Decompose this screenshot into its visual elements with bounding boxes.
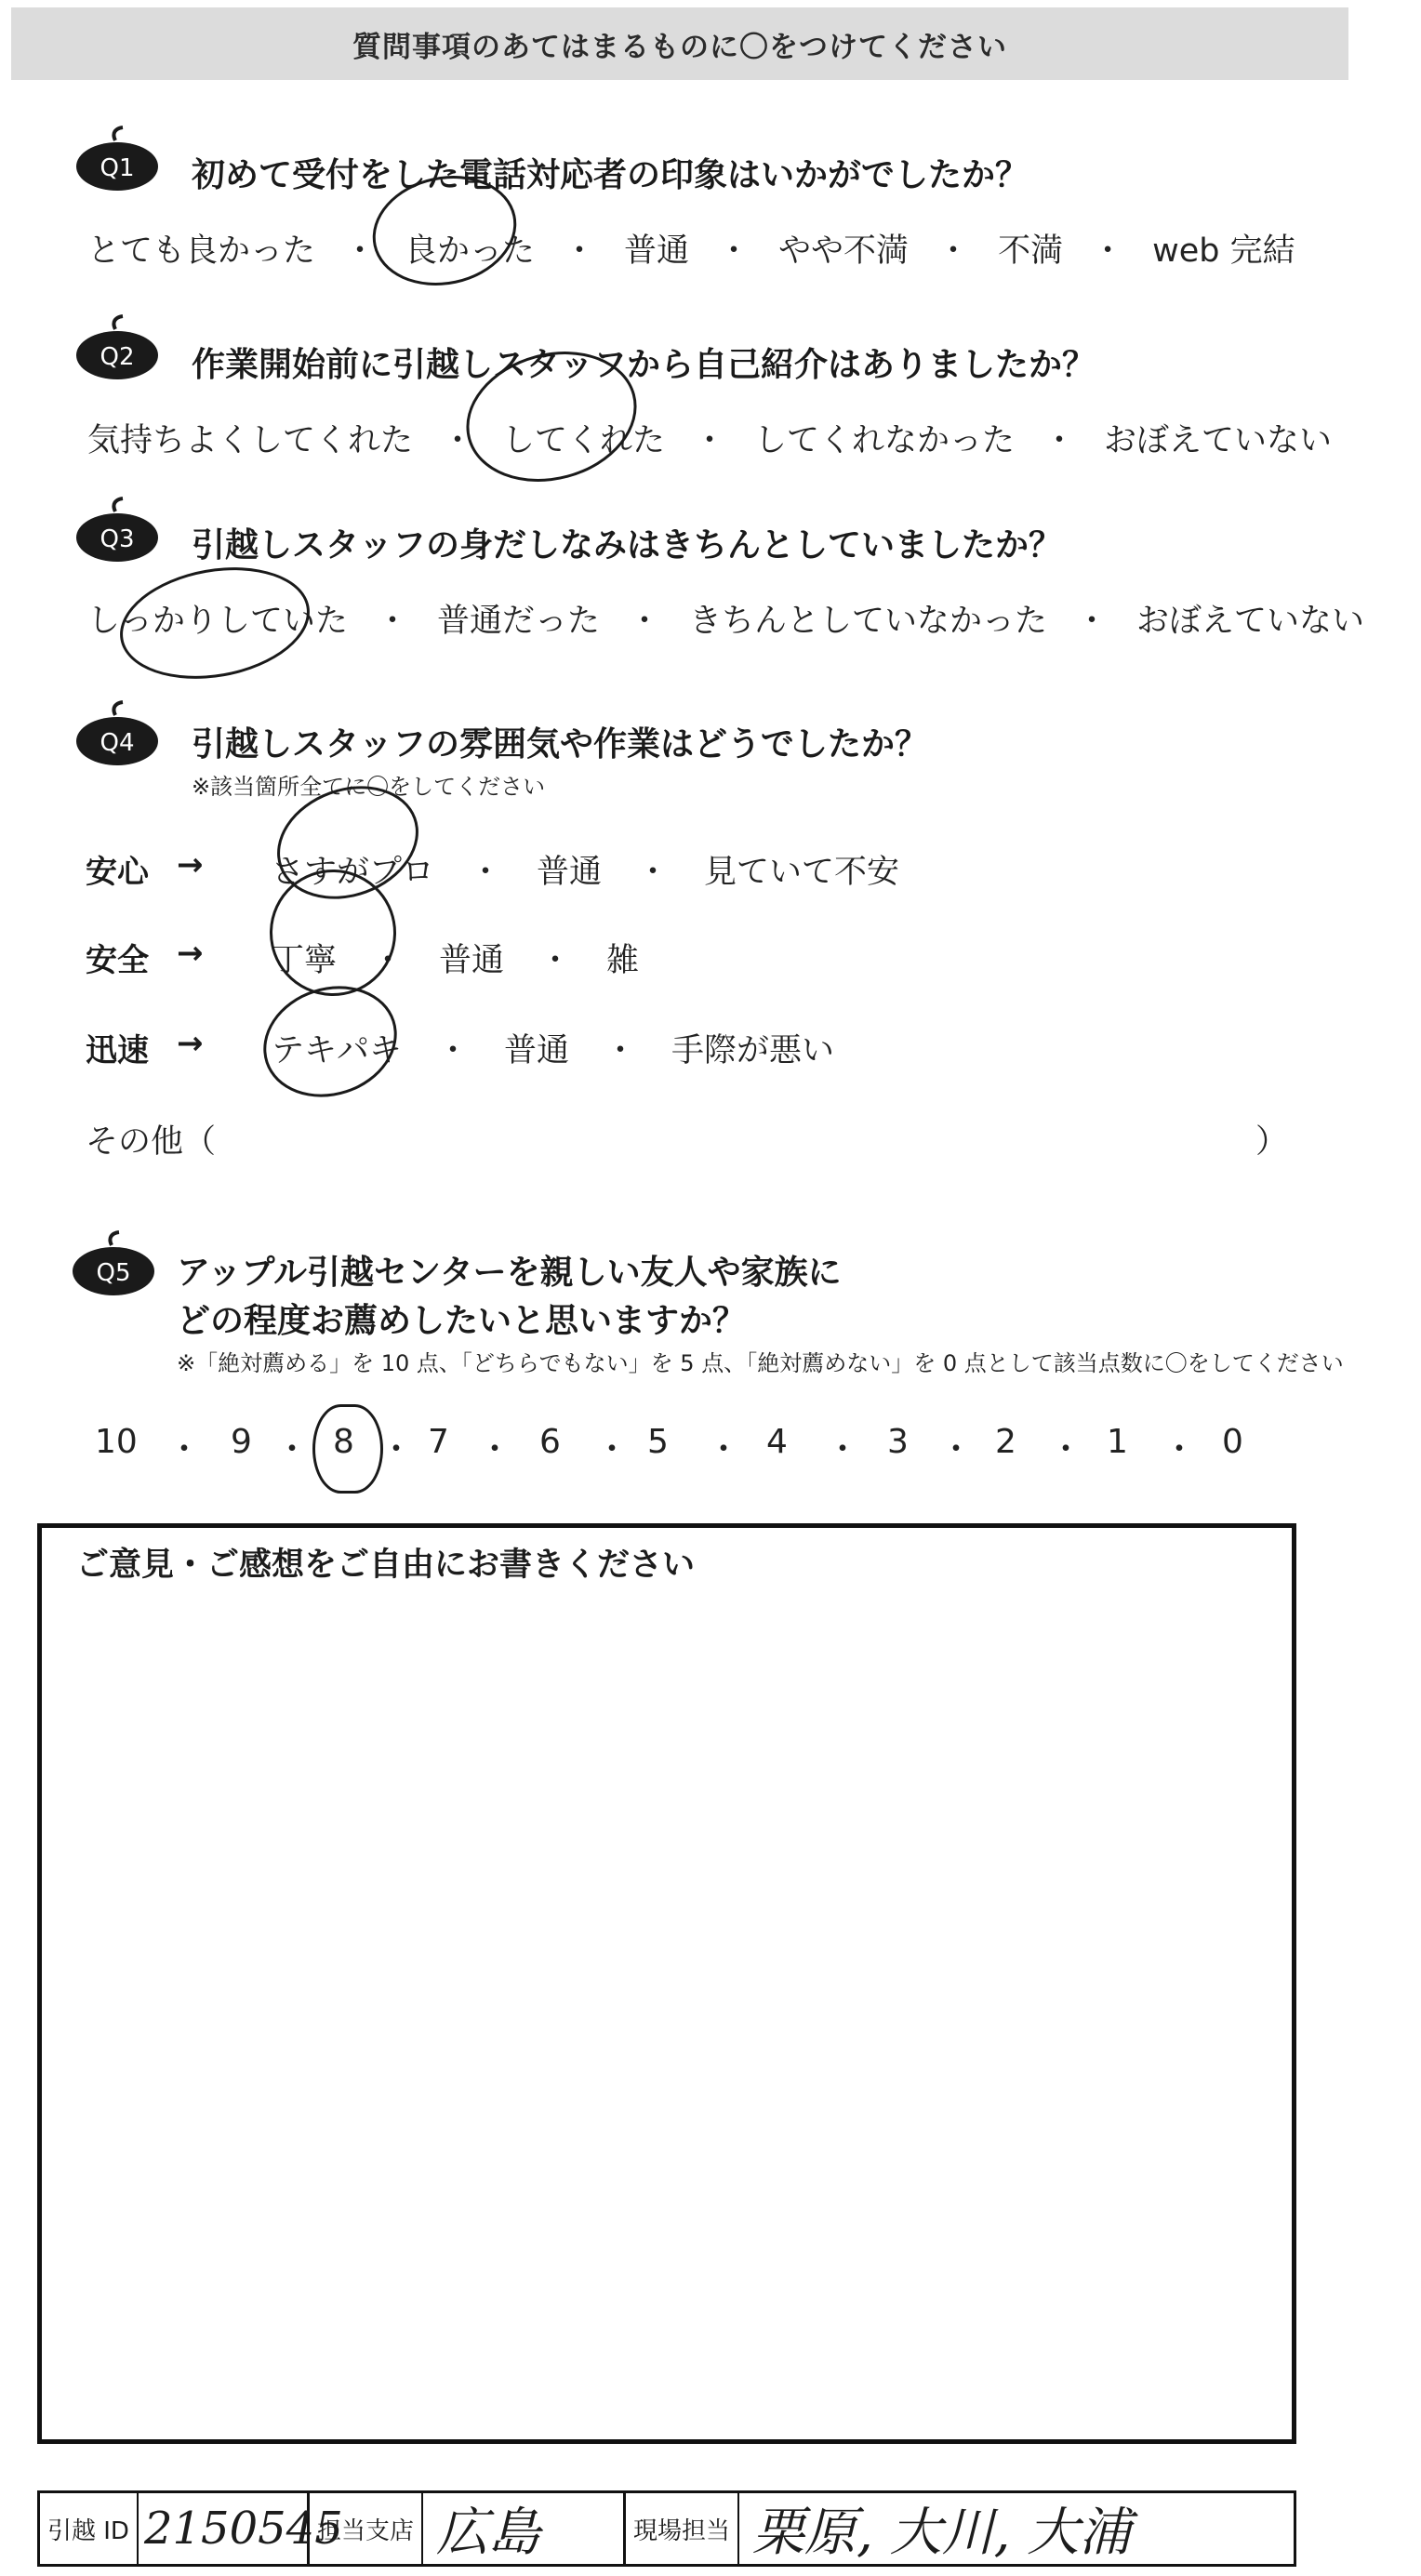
form-title: 質問事項のあてはまるものに〇をつけてください [352, 30, 1007, 64]
q2-option-1[interactable]: 気持ちよくしてくれた [87, 422, 414, 459]
form-header [11, 7, 1348, 80]
q1-badge-label: Q1 [100, 154, 135, 182]
footer-staff-cell [626, 2493, 1294, 2564]
q4-row-3-option-3[interactable]: 手際が悪い [671, 1032, 835, 1069]
q4-row-3-arrow: → [177, 1025, 204, 1062]
q3-selection-mark [111, 553, 318, 693]
q5-score-5[interactable]: 5 [647, 1423, 669, 1461]
q4-question: 引越しスタッフの雰囲気や作業はどうでしたか？ [192, 725, 929, 764]
q4-row-2-arrow: → [177, 935, 204, 972]
q4-row-2-label: 安全 [86, 942, 149, 979]
footer-branch-value: 広島 [436, 2503, 541, 2563]
q5-score-8[interactable]: 8 [333, 1423, 354, 1461]
q5-badge-label: Q5 [96, 1259, 131, 1287]
q4-row-3-selection-mark [249, 969, 412, 1113]
apple-icon [74, 314, 160, 379]
q1-question: 初めて受付をした電話対応者の印象はいかがでしたか？ [192, 156, 1029, 194]
q4-row-3-options: テキパキ ・ 普通 ・ 手際が悪い [272, 1025, 834, 1071]
q4-other-close: ） [1255, 1123, 1289, 1161]
q3-question: 引越しスタッフの身だしなみはきちんとしていましたか？ [192, 526, 1063, 564]
q1-option-2[interactable]: 良かった [405, 232, 536, 270]
q1-badge [74, 126, 160, 194]
q2-option-3[interactable]: してくれなかった [754, 422, 1016, 459]
q3-option-3[interactable]: きちんとしていなかった [689, 603, 1048, 640]
q5-question-line1: アップル引越センターを親しい友人や家族に [177, 1254, 842, 1292]
q3-option-2[interactable]: 普通だった [437, 603, 601, 640]
q4-other [86, 1116, 216, 1162]
q4-row-1-option-3[interactable]: 見ていて不安 [704, 854, 900, 891]
apple-icon [74, 126, 160, 191]
q5-score-1[interactable]: 1 [1107, 1423, 1128, 1461]
q1-option-5[interactable]: 不満 [998, 232, 1064, 270]
q5-score-0[interactable]: 0 [1222, 1423, 1243, 1461]
q4-note: ※該当箇所全てに〇をしてください [192, 774, 546, 800]
footer-id-label: 引越 ID [40, 2493, 139, 2564]
q3-option-4[interactable]: おぼえていない [1136, 603, 1365, 640]
q2-question: 作業開始前に引越しスタッフから自己紹介はありましたか？ [192, 346, 1096, 384]
q4-row-2-option-1[interactable]: 丁寧 [272, 942, 338, 979]
q5-score-3[interactable]: 3 [887, 1423, 909, 1461]
q4-row-3-option-1[interactable]: テキパキ [272, 1032, 403, 1069]
q5-score-10[interactable]: 10 [95, 1423, 138, 1461]
footer-id-cell [40, 2493, 343, 2564]
q4-row-2-option-2[interactable]: 普通 [439, 942, 505, 979]
q4-row-2-option-3[interactable]: 雑 [606, 942, 640, 979]
q3-badge [74, 497, 160, 565]
q4-other-label: その他（ [86, 1123, 217, 1161]
footer-id-value: 2150545 [143, 2503, 343, 2555]
q2-badge [74, 314, 160, 383]
q5-score-4[interactable]: 4 [766, 1423, 788, 1461]
q3-badge-label: Q3 [100, 525, 135, 553]
q4-row-1-option-2[interactable]: 普通 [537, 854, 603, 891]
q5-score-9[interactable]: 9 [231, 1423, 252, 1461]
q4-row-1-options: さすがプロ ・ 普通 ・ 見ていて不安 [272, 846, 899, 893]
q3-options: しっかりしていた ・ 普通だった ・ きちんとしていなかった ・ おぼえていない [87, 595, 1364, 642]
q4-row-1-option-1[interactable]: さすがプロ [272, 854, 435, 891]
q5-note: ※「絶対薦める」を 10 点、「どちらでもない」を 5 点、「絶対薦めない」を 0 点として該当点数に〇をしてください [177, 1350, 1344, 1376]
q1-option-6[interactable]: web 完結 [1152, 232, 1295, 270]
q2-option-2[interactable]: してくれた [502, 422, 666, 459]
q5-selection-mark [312, 1404, 383, 1494]
q3-option-1[interactable]: しっかりしていた [87, 603, 349, 640]
q1-option-4[interactable]: やや不満 [778, 232, 910, 270]
q4-row-1-arrow: → [177, 846, 204, 883]
footer-branch-label: 担当支店 [310, 2493, 423, 2564]
q5-score-2[interactable]: 2 [995, 1423, 1016, 1461]
q2-options: 気持ちよくしてくれた ・ してくれた ・ してくれなかった ・ おぼえていない [87, 415, 1332, 461]
footer-staff-label: 現場担当 [626, 2493, 739, 2564]
comment-title: ご意見・ご感想をご自由にお書きください [76, 1547, 696, 1584]
q2-badge-label: Q2 [100, 343, 135, 371]
q4-row-1-label: 安心 [86, 854, 149, 891]
q4-badge-label: Q4 [100, 729, 135, 757]
q4-badge [74, 700, 160, 769]
q5-badge [71, 1230, 156, 1299]
q5-scale: 10 ・ 9 ・ 8 ・ 7 ・ 6 ・ 5 ・ 4 ・ 3 ・ 2 ・ 1 ・ 0 [95, 1423, 1243, 1468]
q2-option-4[interactable]: おぼえていない [1104, 422, 1333, 459]
q4-row-2-options: 丁寧 ・ 普通 ・ 雑 [272, 935, 639, 981]
apple-icon [74, 497, 160, 562]
q4-row-3-option-2[interactable]: 普通 [504, 1032, 570, 1069]
q5-score-6[interactable]: 6 [539, 1423, 561, 1461]
q1-option-3[interactable]: 普通 [624, 232, 690, 270]
q1-options: とても良かった ・ 良かった ・ 普通 ・ やや不満 ・ 不満 ・ web 完結 [87, 225, 1295, 272]
footer-staff-value: 栗原, 大川, 大浦 [752, 2503, 1132, 2563]
q5-score-7[interactable]: 7 [428, 1423, 449, 1461]
apple-icon [74, 700, 160, 765]
footer-info [37, 2490, 1296, 2567]
q4-row-3-label: 迅速 [86, 1032, 149, 1069]
apple-icon [71, 1230, 156, 1295]
q1-option-1[interactable]: とても良かった [87, 232, 316, 270]
comment-box[interactable] [37, 1523, 1296, 2444]
q5-question-line2: どの程度お薦めしたいと思いますか？ [177, 1302, 747, 1340]
footer-branch-cell [310, 2493, 626, 2564]
